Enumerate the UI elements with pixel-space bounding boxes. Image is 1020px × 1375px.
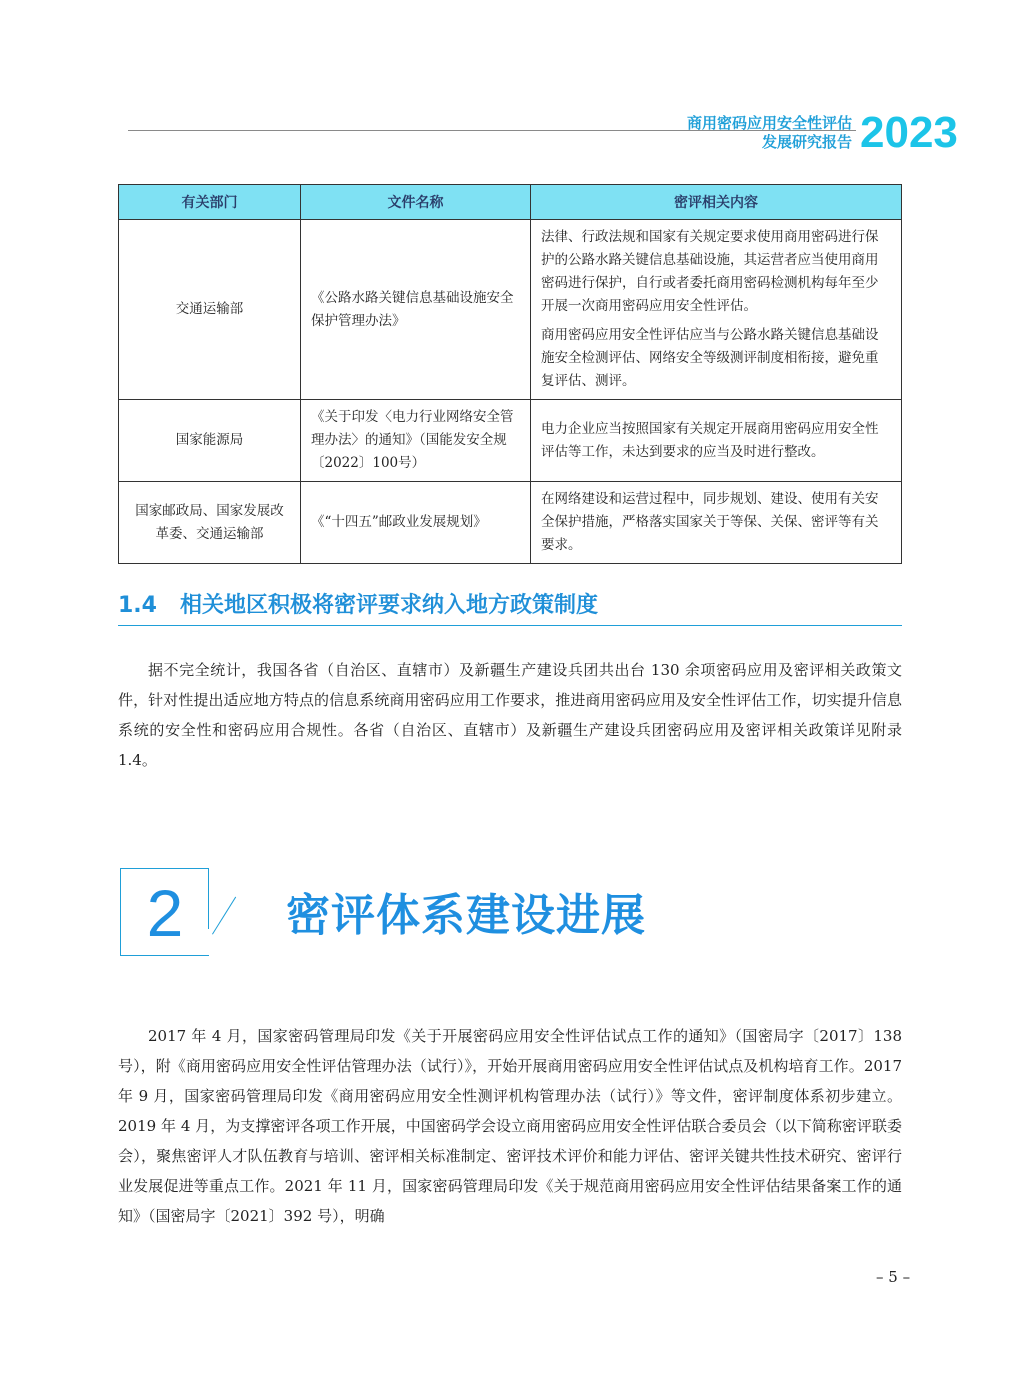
report-title-line1: 商用密码应用安全性评估 bbox=[686, 114, 852, 132]
section-paragraph: 据不完全统计，我国各省（自治区、直辖市）及新疆生产建设兵团共出台 130 余项密码应用及密评相关政策文件，针对性提出适应地方特点的信息系统商用密码应用工作要求，推进商用密码应用及安全性评估工作，切实提升信息系统的安全性和密码应用合规性。各省（自治区、直辖市）及新疆生产建设兵团密码应用及密评相关政策详见附录 1.4。 bbox=[118, 661, 902, 769]
section-number: 1.4 bbox=[118, 593, 157, 618]
content-cell bbox=[531, 400, 902, 482]
section-title: 相关地区积极将密评要求纳入地方政策制度 bbox=[180, 593, 599, 618]
content-cell bbox=[531, 482, 902, 564]
table-header-row bbox=[119, 185, 902, 220]
policy-table bbox=[118, 184, 902, 564]
chapter-number-box bbox=[120, 868, 209, 956]
doc-cell: 《关于印发〈电力行业网络安全管理办法〉的通知》（国能发安全规〔2022〕100号） bbox=[301, 400, 531, 482]
column-header-doc: 文件名称 bbox=[301, 185, 531, 220]
content-cell bbox=[531, 220, 902, 400]
chapter-title: 密评体系建设进展 bbox=[286, 890, 646, 941]
chapter-paragraph: 2017 年 4 月，国家密码管理局印发《关于开展密码应用安全性评估试点工作的通知》（国密局字〔2017〕138 号），附《商用密码应用安全性评估管理办法（试行）》，开始开展商用密码应用安全性评估试点及机构培育工作。2017 年 9 月，国家密码管理局印发《商用密码应用安全性测评机构管理办法（试行）》等文件，密评制度体系初步建立。2019 年 4 月，为支撑密评各项工作开展，中国密码学会设立商用密码应用安全性评估联合委员会（以下简称密评联委会），聚焦密评人才队伍教育与培训、密评相关标准制定、密评技术评价和能力评估、密评关键共性技术研究、密评行业发展促进等重点工作。2021 年 11 月，国家密码管理局印发《关于规范商用密码应用安全性评估结果备案工作的通知》（国密局字〔2021〕392 号），明确 bbox=[118, 1027, 902, 1225]
report-title bbox=[687, 114, 852, 152]
section-heading bbox=[118, 588, 902, 626]
doc-cell: 《公路水路关键信息基础设施安全保护管理办法》 bbox=[301, 220, 531, 400]
column-header-dept: 有关部门 bbox=[119, 185, 301, 220]
column-header-content: 密评相关内容 bbox=[531, 185, 902, 220]
dept-cell: 国家邮政局、国家发展改革委、交通运输部 bbox=[119, 482, 301, 564]
content-paragraph: 法律、行政法规和国家有关规定要求使用商用密码进行保护的公路水路关键信息基础设施，其运营者应当使用商用密码进行保护，自行或者委托商用密码检测机构每年至少开展一次商用密码应用安全性评估。 bbox=[541, 229, 879, 314]
dept-cell: 国家能源局 bbox=[119, 400, 301, 482]
table-row bbox=[119, 482, 902, 564]
doc-cell: 《“十四五”邮政业发展规划》 bbox=[301, 482, 531, 564]
table-row bbox=[119, 400, 902, 482]
content-paragraph: 在网络建设和运营过程中，同步规划、建设、使用有关安全保护措施，严格落实国家关于等保、关保、密评等有关要求。 bbox=[541, 491, 879, 553]
content-paragraph: 商用密码应用安全性评估应当与公路水路关键信息基础设施安全检测评估、网络安全等级测评制度相衔接，避免重复评估、测评。 bbox=[541, 327, 879, 389]
content-paragraph: 电力企业应当按照国家有关规定开展商用密码应用安全性评估等工作，未达到要求的应当及时进行整改。 bbox=[541, 420, 879, 460]
page-number: – 5 – bbox=[876, 1268, 911, 1286]
dept-cell: 交通运输部 bbox=[119, 220, 301, 400]
report-title-line2: 发展研究报告 bbox=[761, 133, 852, 151]
report-year: 2023 bbox=[860, 108, 958, 157]
chapter-slash-decoration bbox=[212, 897, 236, 935]
chapter-number: 2 bbox=[146, 876, 184, 950]
table-row bbox=[119, 220, 902, 400]
